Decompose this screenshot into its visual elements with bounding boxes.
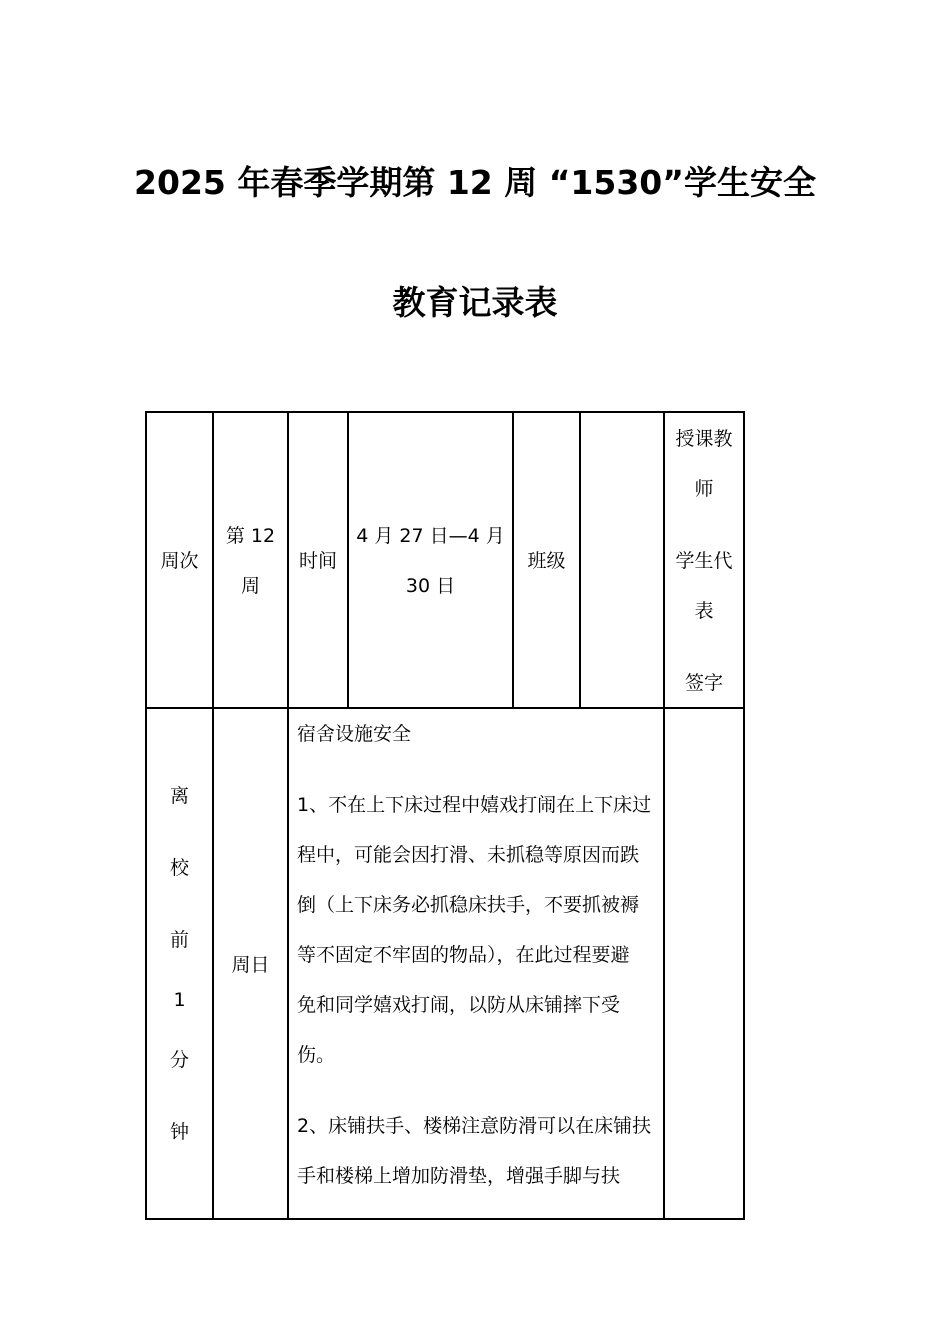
teacher-sign-line3: 学生代	[675, 550, 733, 572]
cell-class-value	[579, 411, 665, 709]
time-label: 时间	[298, 550, 337, 572]
cell-week-value	[212, 411, 289, 709]
period-char-4: 1	[173, 989, 186, 1011]
section-title: 宿舍设施安全	[297, 723, 412, 745]
item1-line5: 免和同学嬉戏打闹，以防从床铺摔下受	[297, 994, 621, 1016]
teacher-sign-line2: 师	[694, 478, 714, 500]
period-char-1: 离	[169, 785, 189, 807]
teacher-sign-line4: 表	[694, 600, 714, 622]
item1-line4: 等不固定不牢固的物品），在此过程要避	[297, 944, 630, 966]
cell-signature	[663, 707, 745, 1220]
week-label: 周次	[160, 550, 199, 572]
item1-line3: 倒（上下床务必抓稳床扶手，不要抓被褥	[297, 894, 640, 916]
doc-title-line1: 2025 年春季学期第 12 周 “1530”学生安全	[134, 163, 816, 202]
item1-line2: 程中，可能会因打滑、未抓稳等原因而跌	[297, 844, 640, 866]
week-value-line2: 周	[240, 575, 260, 597]
period-char-6: 钟	[169, 1121, 189, 1143]
period-char-5: 分	[169, 1049, 189, 1071]
time-value-line2: 30 日	[405, 575, 456, 597]
teacher-sign-line1: 授课教	[675, 428, 733, 450]
teacher-sign-line5: 签字	[684, 672, 723, 694]
cell-time-value	[347, 411, 514, 709]
period-char-2: 校	[169, 857, 189, 879]
doc-title-line2: 教育记录表	[392, 283, 558, 322]
item1-line6: 伤。	[297, 1044, 336, 1066]
week-value-line1: 第 12	[225, 525, 276, 547]
day-value: 周日	[231, 954, 270, 976]
item2-line1: 2、床铺扶手、楼梯注意防滑可以在床铺扶	[297, 1115, 652, 1137]
period-char-3: 前	[169, 929, 189, 951]
time-value-line1: 4 月 27 日—4 月	[356, 525, 505, 547]
class-label: 班级	[527, 550, 566, 572]
item2-line2: 手和楼梯上增加防滑垫，增强手脚与扶	[297, 1165, 621, 1187]
item1-line1: 1、不在上下床过程中嬉戏打闹在上下床过	[297, 794, 652, 816]
